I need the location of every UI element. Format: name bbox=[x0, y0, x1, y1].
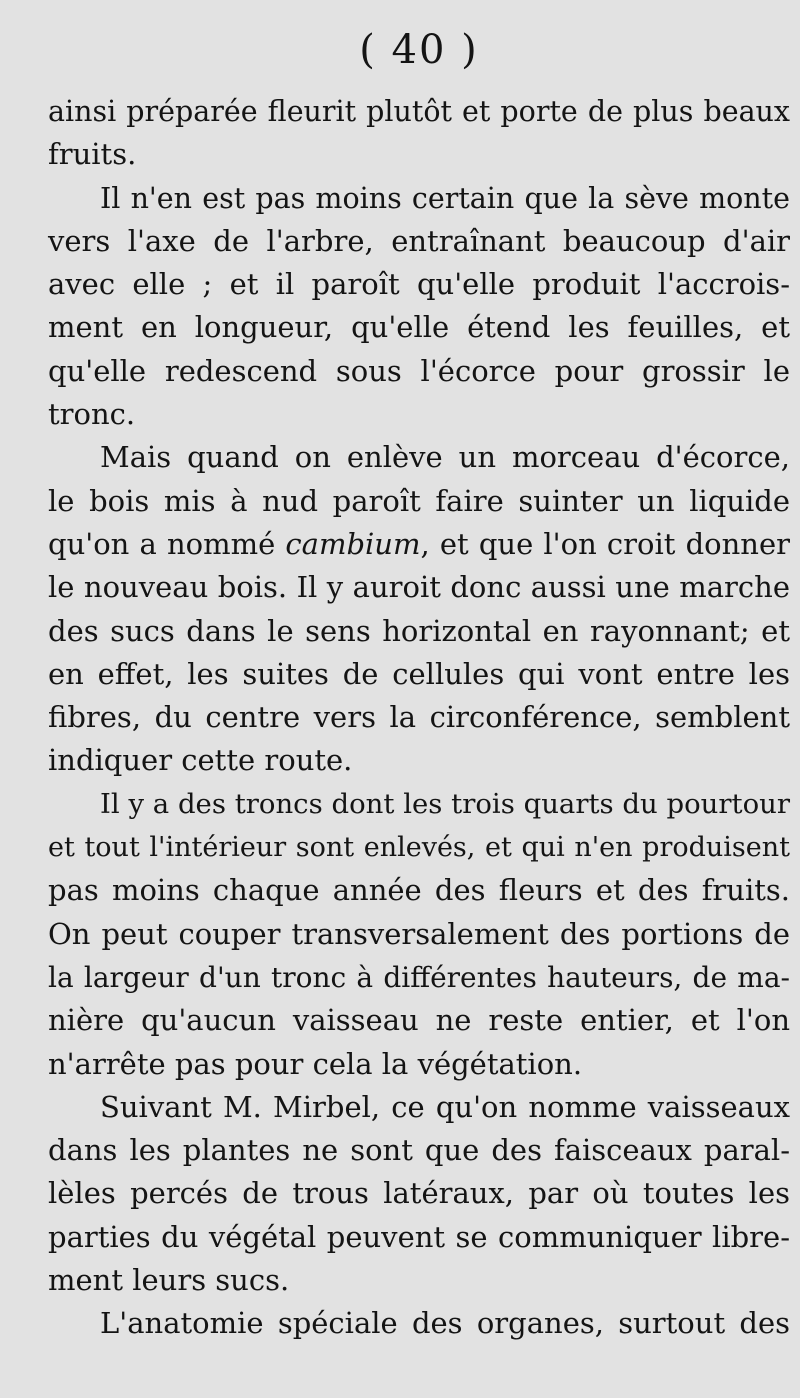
text-line bbox=[48, 523, 790, 566]
text-line: ment en longueur, qu'elle étend les feuilles, et bbox=[48, 310, 790, 345]
text-line: Mais quand on enlève un morceau d'écorce, bbox=[100, 440, 790, 475]
text-line: le bois mis à nud paroît faire suinter un liquide bbox=[48, 483, 790, 518]
text-line: fibres, du centre vers la circonférence, semblent bbox=[48, 700, 790, 735]
page-number: ( 40 ) bbox=[359, 27, 479, 73]
text-line: vers l'axe de l'arbre, entraînant beaucoup d'air bbox=[48, 223, 790, 258]
text-line: On peut couper transversalement des portions de bbox=[48, 916, 790, 951]
text-segment: qu'on a nommé bbox=[48, 526, 286, 561]
text-line: la largeur d'un tronc à différentes hauteurs, de ma- bbox=[48, 960, 790, 994]
text-line: et tout l'intérieur sont enlevés, et qui n'en produisent bbox=[48, 832, 790, 864]
italic-term: cambium bbox=[285, 526, 421, 561]
text-line: Il n'en est pas moins certain que la sève monte bbox=[100, 181, 790, 215]
text-line: tronc. bbox=[48, 397, 136, 432]
text-line: parties du végétal peuvent se communiquer libre- bbox=[48, 1219, 790, 1254]
text-line: nière qu'aucun vaisseau ne reste entier, et l'on bbox=[48, 1003, 790, 1038]
text-line: dans les plantes ne sont que des faisceaux paral- bbox=[48, 1133, 790, 1168]
text-line: le nouveau bois. Il y auroit donc aussi une marche bbox=[48, 570, 790, 605]
text-line: qu'elle redescend sous l'écorce pour grossir le bbox=[48, 353, 790, 388]
text-line: Il y a des troncs dont les trois quarts du pourtour bbox=[100, 787, 790, 820]
text-line: indiquer cette route. bbox=[48, 743, 353, 778]
text-line: des sucs dans le sens horizontal en rayonnant; et bbox=[48, 613, 790, 648]
text-line: avec elle ; et il paroît qu'elle produit l'accrois- bbox=[48, 267, 790, 302]
text-line: en effet, les suites de cellules qui vont entre les bbox=[48, 656, 790, 691]
text-line: Suivant M. Mirbel, ce qu'on nomme vaisseaux bbox=[100, 1089, 790, 1124]
text-segment: , et que l'on croit donner bbox=[420, 526, 790, 561]
text-line: ainsi préparée fleurit plutôt et porte de plus beaux bbox=[48, 95, 790, 128]
body-text bbox=[48, 90, 790, 1346]
text-line: ment leurs sucs. bbox=[48, 1263, 290, 1298]
text-line: n'arrête pas pour cela la végétation. bbox=[48, 1046, 583, 1081]
text-line: lèles percés de trous latéraux, par où toutes les bbox=[48, 1176, 790, 1211]
text-line: pas moins chaque année des fleurs et des fruits. bbox=[48, 873, 790, 908]
text-line: L'anatomie spéciale des organes, surtout des bbox=[100, 1306, 790, 1341]
text-line: fruits. bbox=[48, 137, 137, 172]
